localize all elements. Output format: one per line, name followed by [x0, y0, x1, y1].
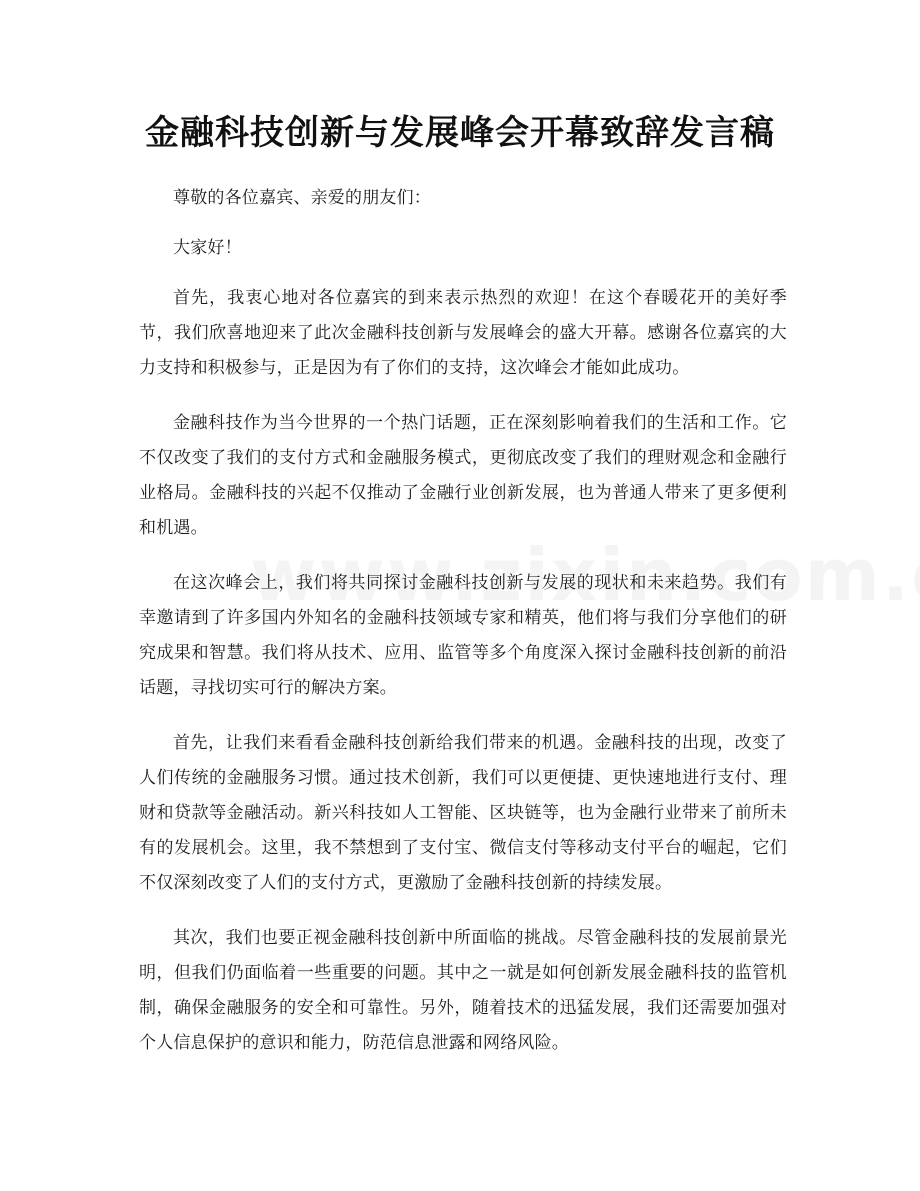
- document-title: 金融科技创新与发展峰会开幕致辞发言稿: [145, 113, 775, 153]
- body-paragraph: 金融科技作为当今世界的一个热门话题，正在深刻影响着我们的生活和工作。它不仅改变了我们的支付方式和金融服务模式，更彻底改变了我们的理财观念和金融行业格局。金融科技的兴起不仅推动了金融行业创新发展，也为普通人带来了更多便利和机遇。: [139, 413, 787, 538]
- greeting-paragraph: 大家好！: [173, 238, 242, 258]
- salutation-paragraph: 尊敬的各位嘉宾、亲爱的朋友们：: [173, 188, 431, 208]
- body-paragraph: 首先，让我们来看看金融科技创新给我们带来的机遇。金融科技的出现，改变了人们传统的金融服务习惯。通过技术创新，我们可以更便捷、更快速地进行支付、理财和贷款等金融活动。新兴科技如人工智能、区块链等，也为金融行业带来了前所未有的发展机会。这里，我不禁想到了支付宝、微信支付等移动支付平台的崛起，它们不仅深刻改变了人们的支付方式，更激励了金融科技创新的持续发展。: [139, 733, 787, 893]
- document-body: [139, 181, 787, 1081]
- body-paragraph: 首先，我衷心地对各位嘉宾的到来表示热烈的欢迎！在这个春暖花开的美好季节，我们欣喜地迎来了此次金融科技创新与发展峰会的盛大开幕。感谢各位嘉宾的大力支持和积极参与，正是因为有了你们的支持，这次峰会才能如此成功。: [139, 288, 787, 378]
- body-paragraph: 其次，我们也要正视金融科技创新中所面临的挑战。尽管金融科技的发展前景光明，但我们仍面临着一些重要的问题。其中之一就是如何创新发展金融科技的监管机制，确保金融服务的安全和可靠性。另外，随着技术的迅猛发展，我们还需要加强对个人信息保护的意识和能力，防范信息泄露和网络风险。: [139, 928, 787, 1053]
- body-paragraph: 在这次峰会上，我们将共同探讨金融科技创新与发展的现状和未来趋势。我们有幸邀请到了许多国内外知名的金融科技领域专家和精英，他们将与我们分享他们的研究成果和智慧。我们将从技术、应用、监管等多个角度深入探讨金融科技创新的前沿话题，寻找切实可行的解决方案。: [139, 573, 787, 698]
